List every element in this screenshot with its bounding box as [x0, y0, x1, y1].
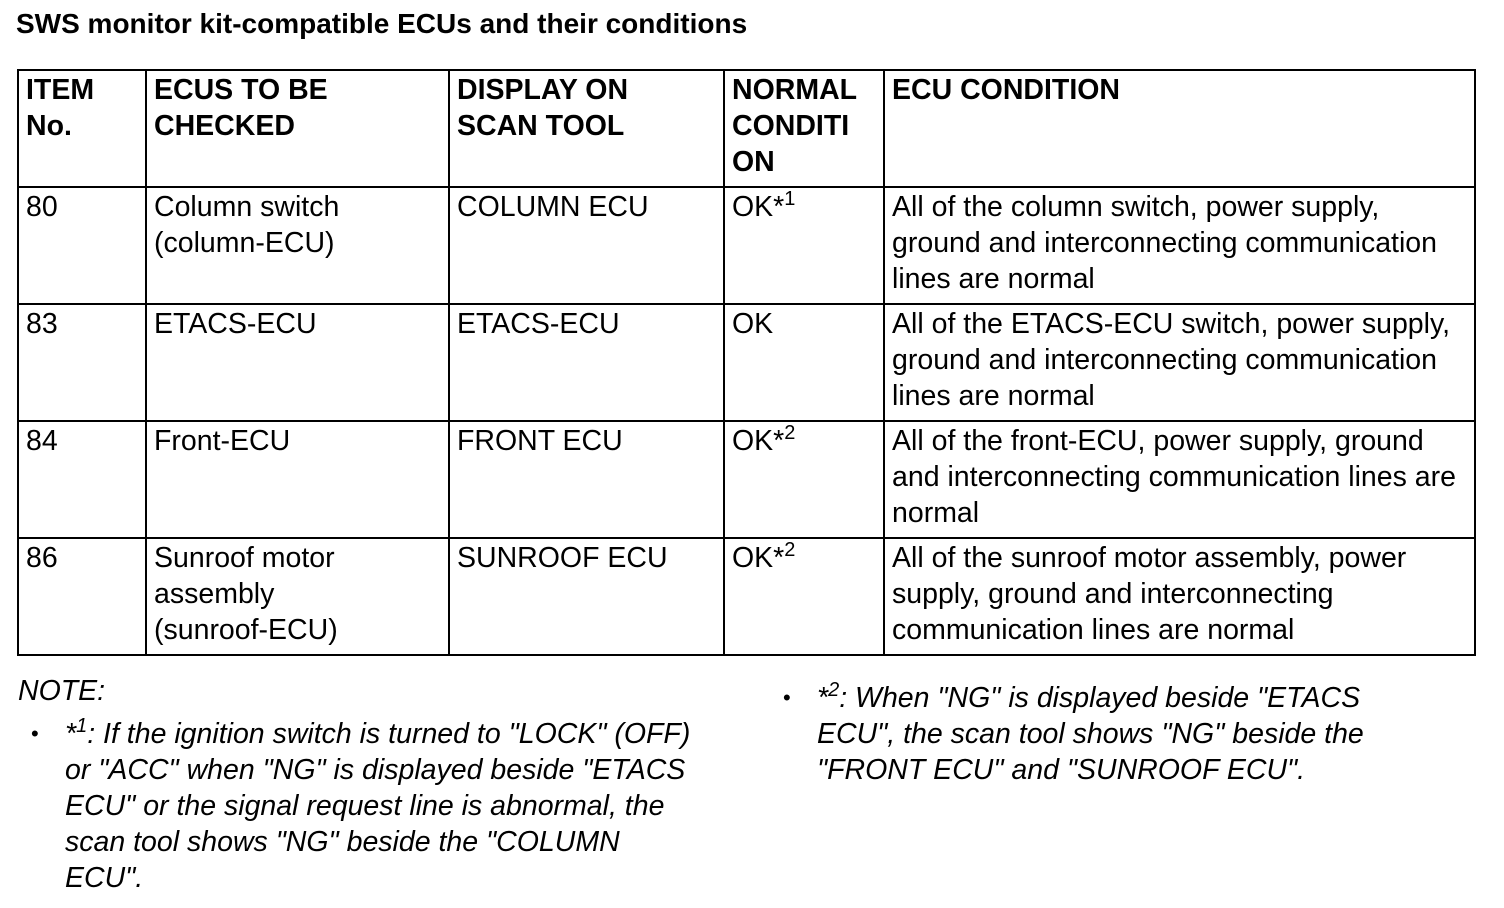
cell-ecu-name: Sunroof motor assembly (sunroof-ECU)	[146, 538, 449, 655]
footnote-marker: 2	[784, 422, 796, 444]
cell-normal-condition: OK	[724, 304, 884, 421]
footnote-marker: 2	[784, 539, 796, 561]
cell-normal-condition: OK*$^2$	[724, 538, 884, 655]
cell-item-no: 80	[18, 187, 146, 304]
note-text: *$^1$: If the ignition switch is turned to "LOCK" (OFF) or "ACC" when "NG" is displayed beside "ETACS ECU" or the signal request line is abnormal, the scan tool shows "NG" beside the "COLUMN ECU".	[65, 715, 691, 894]
table-row	[18, 538, 1475, 655]
cell-ecu-condition: All of the column switch, power supply, ground and interconnecting communication lines are normal	[884, 187, 1475, 304]
note-item-2	[783, 680, 1483, 788]
cell-normal-condition: OK*$^2$	[724, 421, 884, 538]
note-text: *$^2$: When "NG" is displayed beside "ETACS ECU", the scan tool shows "NG" beside the "FRONT ECU" and "SUNROOF ECU".	[817, 679, 1364, 786]
page-title: SWS monitor kit-compatible ECUs and their conditions	[16, 8, 748, 39]
bullet-icon: •	[783, 685, 791, 710]
cell-ecu-condition: All of the front-ECU, power supply, ground and interconnecting communication lines are normal	[884, 421, 1475, 538]
header-ecus-to-be-checked: ECUS TO BE CHECKED	[146, 70, 449, 187]
header-normal-condition: NORMAL CONDITI ON	[724, 70, 884, 187]
header-display-on-scan-tool: DISPLAY ON SCAN TOOL	[449, 70, 724, 187]
cell-ecu-name: ETACS-ECU	[146, 304, 449, 421]
cell-display: SUNROOF ECU	[449, 538, 724, 655]
footnote-marker: 1	[784, 188, 796, 210]
header-ecu-condition: ECU CONDITION	[884, 70, 1475, 187]
note-item-1	[31, 716, 731, 896]
header-item-no: ITEM No.	[18, 70, 146, 187]
table-header-row	[18, 70, 1475, 187]
cell-ecu-name: Column switch (column-ECU)	[146, 187, 449, 304]
note-label: NOTE:	[18, 675, 106, 707]
cell-ecu-name: Front-ECU	[146, 421, 449, 538]
cell-display: COLUMN ECU	[449, 187, 724, 304]
cell-ecu-condition: All of the ETACS-ECU switch, power supply, ground and interconnecting communication lines are normal	[884, 304, 1475, 421]
table-row	[18, 187, 1475, 304]
bullet-icon: •	[31, 721, 39, 746]
ecu-table	[17, 69, 1476, 656]
cell-item-no: 83	[18, 304, 146, 421]
footnote-marker: 2	[828, 679, 840, 701]
cell-display: FRONT ECU	[449, 421, 724, 538]
cell-display: ETACS-ECU	[449, 304, 724, 421]
table-row	[18, 421, 1475, 538]
cell-normal-condition: OK*$^1$	[724, 187, 884, 304]
table-row	[18, 304, 1475, 421]
footnote-marker: 1	[76, 715, 88, 737]
cell-ecu-condition: All of the sunroof motor assembly, power supply, ground and interconnecting communication lines are normal	[884, 538, 1475, 655]
cell-item-no: 86	[18, 538, 146, 655]
cell-item-no: 84	[18, 421, 146, 538]
